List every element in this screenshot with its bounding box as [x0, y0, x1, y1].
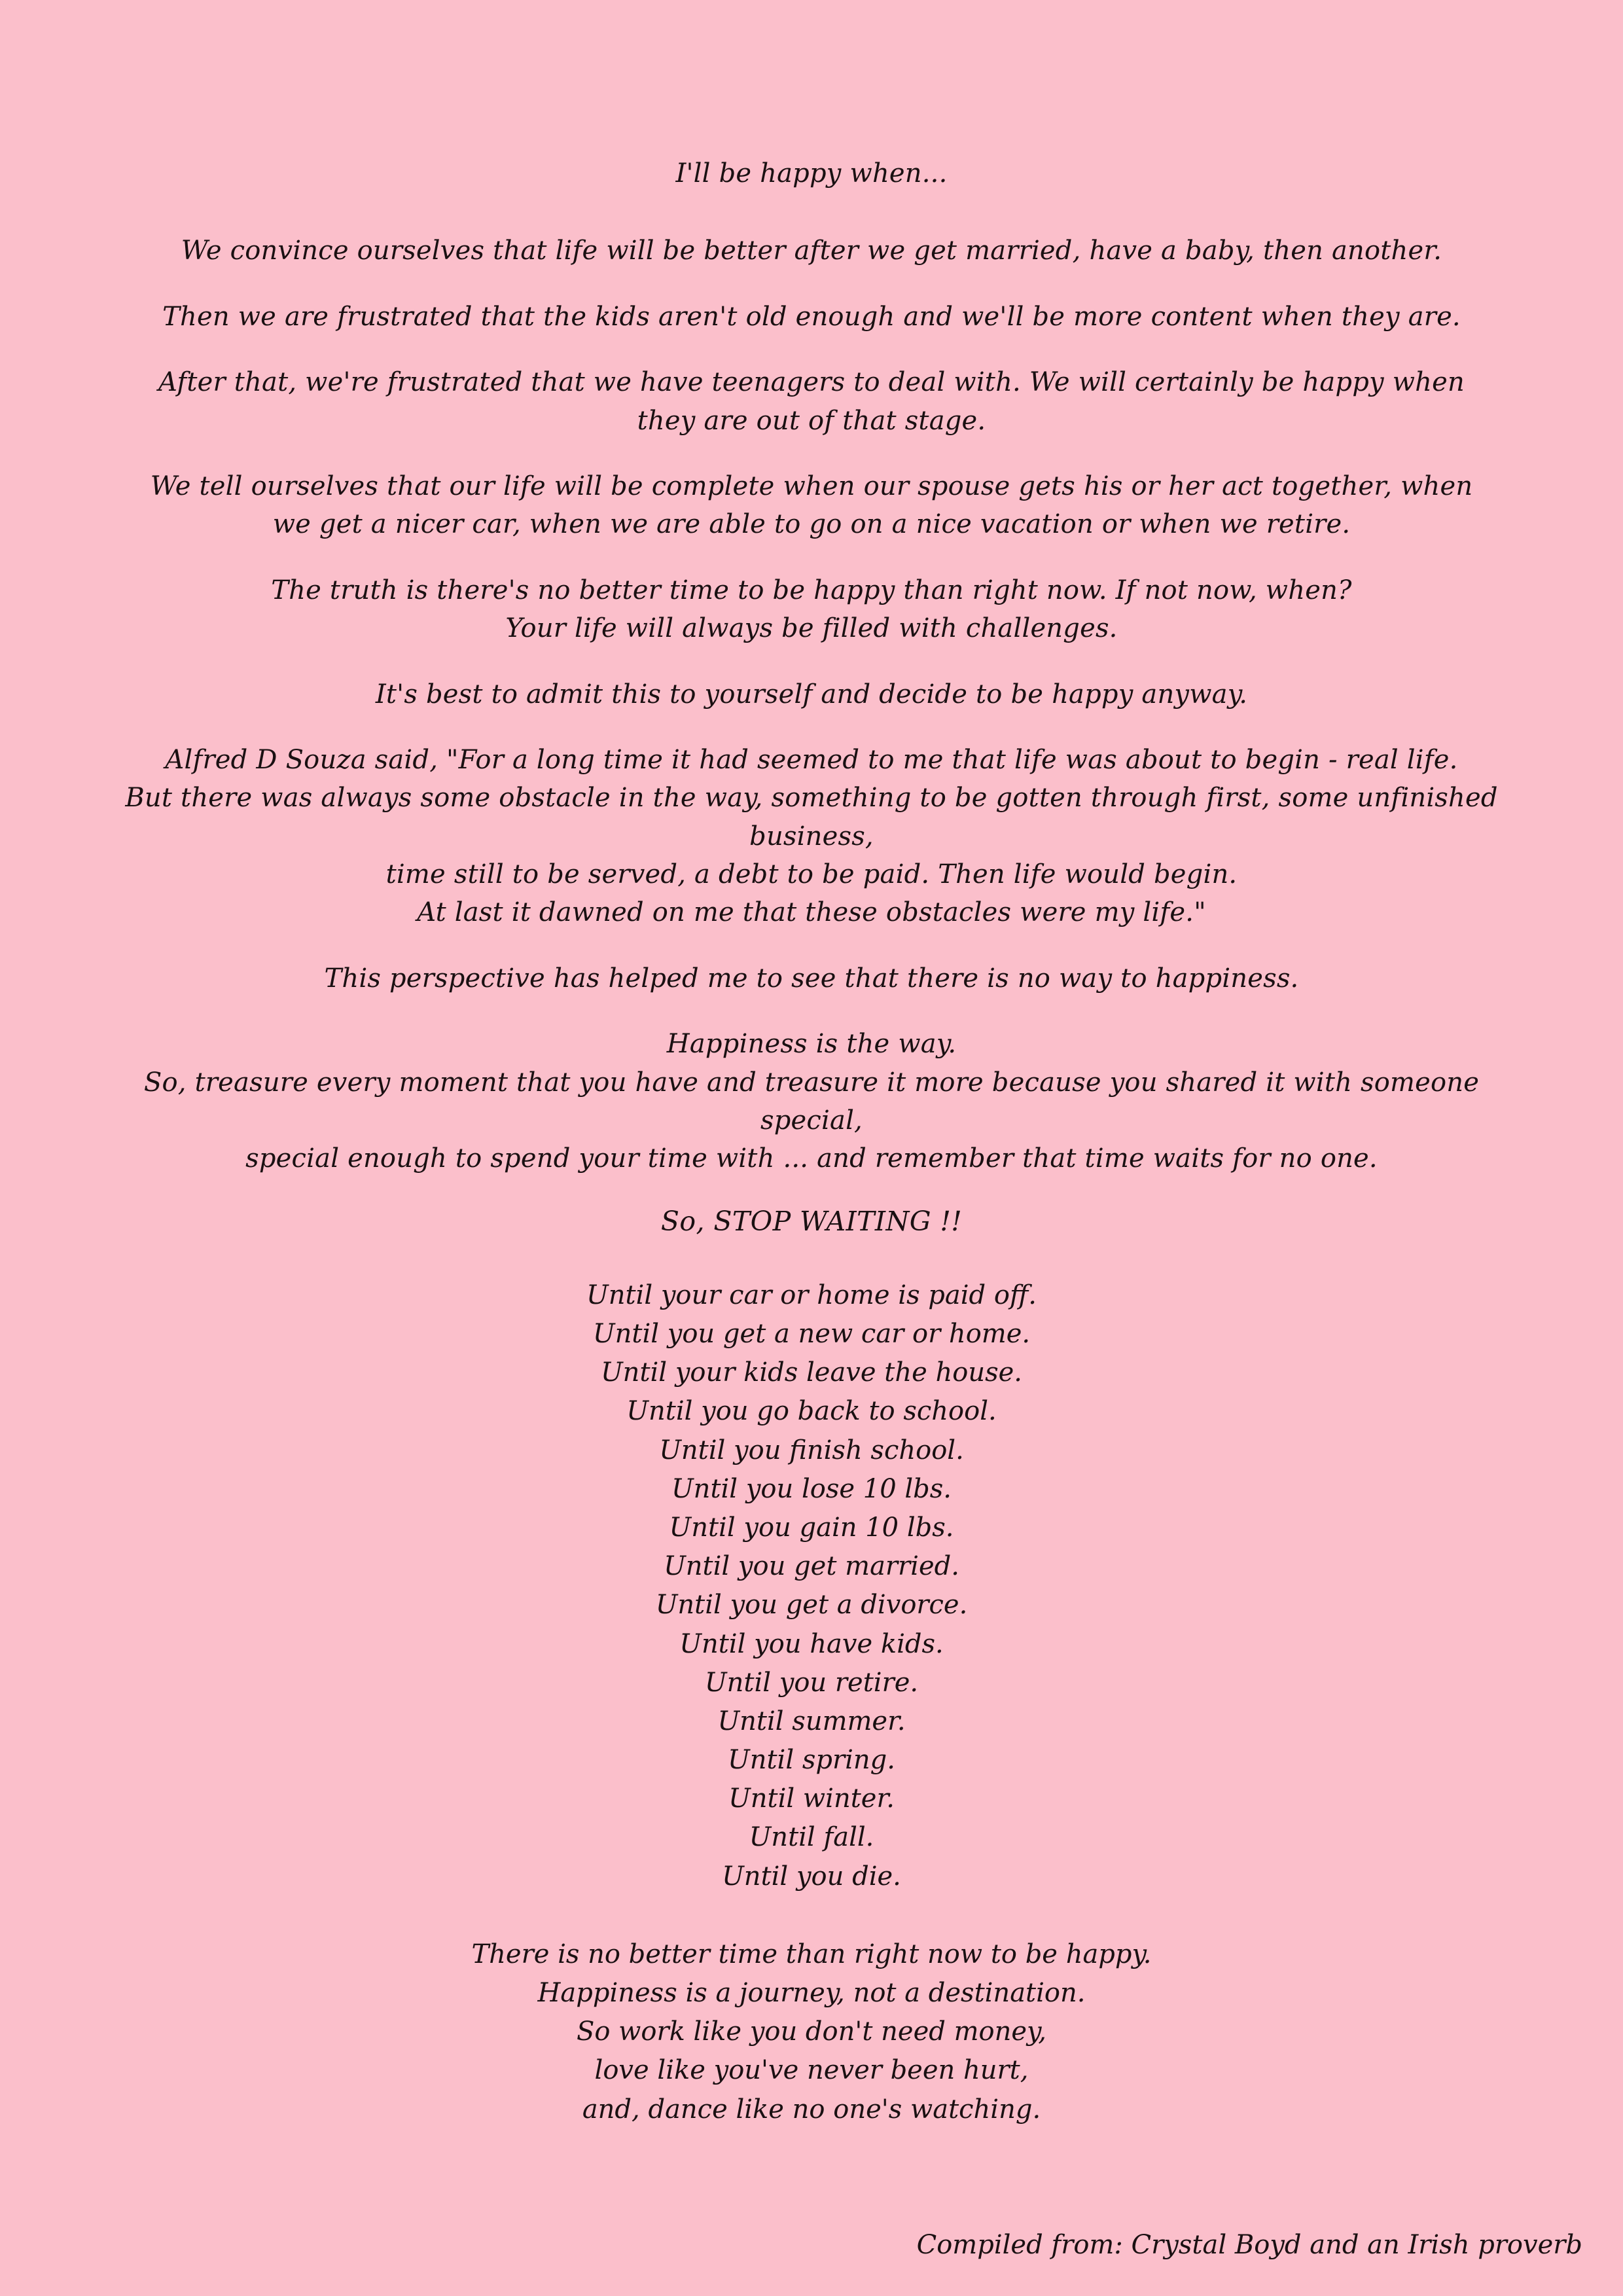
spacer	[0, 713, 1623, 741]
list-item: Until fall.	[749, 1822, 874, 1853]
closing-line: Happiness is a journey, not a destination.	[537, 1978, 1086, 2008]
paragraph-line: they are out of that stage.	[637, 405, 986, 436]
paragraph-line: This perspective has helped me to see that there is no way to happiness.	[324, 963, 1299, 994]
paragraph-5	[115, 571, 1508, 648]
spacer	[0, 440, 1623, 467]
spacer	[0, 932, 1623, 960]
closing-line: love like you've never been hurt,	[594, 2055, 1029, 2086]
closing-line: There is no better time than right now to be happy.	[471, 1939, 1152, 1969]
list-item: Until summer.	[717, 1706, 906, 1736]
spacer	[0, 270, 1623, 298]
list-item: Until you have kids.	[679, 1628, 944, 1659]
paragraph-line: We tell ourselves that our life will be complete when our spouse gets his or her act together, when	[150, 471, 1473, 501]
paragraph-6	[115, 675, 1508, 713]
paragraph-line: It's best to admit this to yourself and decide to be happy anyway.	[375, 679, 1248, 709]
paragraph-8	[115, 960, 1508, 997]
list-item: Until you lose 10 lbs.	[671, 1473, 952, 1504]
list-item: Until you finish school.	[659, 1435, 964, 1465]
until-list	[115, 1276, 1508, 1896]
paragraph-line: special enough to spend your time with ... and remember that time waits for no one.	[245, 1143, 1378, 1174]
paragraph-line: We convince ourselves that life will be better after we get married, have a baby, then another.	[181, 236, 1442, 266]
list-item: Until winter.	[728, 1784, 895, 1814]
spacer	[0, 1178, 1623, 1206]
list-item: Until you retire.	[704, 1667, 919, 1698]
paragraph-line: Your life will always be filled with challenges.	[505, 613, 1118, 644]
list-item: Until spring.	[728, 1745, 895, 1776]
paragraph-9	[115, 1025, 1508, 1178]
list-item: Until you gain 10 lbs.	[669, 1512, 954, 1543]
spacer	[0, 648, 1623, 675]
paragraph-line: The truth is there's no better time to be happy than right now. If not now, when?	[271, 575, 1352, 605]
paragraph-line: So, treasure every moment that you have and treasure it more because you shared it with someone special,	[143, 1067, 1480, 1136]
spacer	[0, 544, 1623, 571]
list-item: Until you go back to school.	[626, 1396, 997, 1427]
paragraph-line: Then we are frustrated that the kids aren't old enough and we'll be more content when they are.	[162, 301, 1461, 332]
closing-block	[115, 1935, 1508, 2129]
closing-line: and, dance like no one's watching.	[582, 2094, 1041, 2125]
paragraph-1	[115, 232, 1508, 270]
credit-line: Compiled from: Crystal Boyd and an Irish proverb	[916, 2230, 1582, 2260]
paragraph-3	[115, 363, 1508, 440]
spacer	[0, 1237, 1623, 1276]
closing-line: So work like you don't need money,	[576, 2017, 1047, 2047]
list-item: Until you get a divorce.	[655, 1590, 968, 1621]
paragraph-line: we get a nicer car, when we are able to go on a nice vacation or when we retire.	[272, 509, 1351, 540]
paragraph-line: But there was always some obstacle in the way, something to be gotten through first, some unfinished business,	[125, 783, 1498, 852]
paragraph-line: Happiness is the way.	[666, 1029, 957, 1060]
paragraph-line: time still to be served, a debt to be paid. Then life would begin.	[385, 859, 1238, 890]
paragraph-7-quote	[115, 741, 1508, 932]
list-item: Until you die.	[722, 1861, 901, 1892]
list-item: Until your car or home is paid off.	[586, 1280, 1037, 1310]
paragraph-line: Alfred D Souza said, "For a long time it had seemed to me that life was about to begin - real life.	[165, 744, 1458, 775]
document-title: I'll be happy when...	[675, 158, 948, 188]
list-item: Until you get married.	[664, 1551, 959, 1582]
paragraph-line: At last it dawned on me that these obstacles were my life."	[417, 897, 1206, 928]
list-item: Until your kids leave the house.	[600, 1357, 1023, 1388]
spacer	[0, 1896, 1623, 1935]
spacer	[0, 336, 1623, 363]
list-item: Until you get a new car or home.	[592, 1319, 1031, 1349]
paragraph-line: After that, we're frustrated that we have teenagers to deal with. We will certainly be happy when	[158, 367, 1465, 398]
paragraph-4	[115, 467, 1508, 544]
paragraph-2	[115, 298, 1508, 336]
spacer	[0, 997, 1623, 1025]
spacer	[0, 192, 1623, 232]
stop-waiting-heading: So, STOP WAITING !!	[660, 1205, 963, 1237]
